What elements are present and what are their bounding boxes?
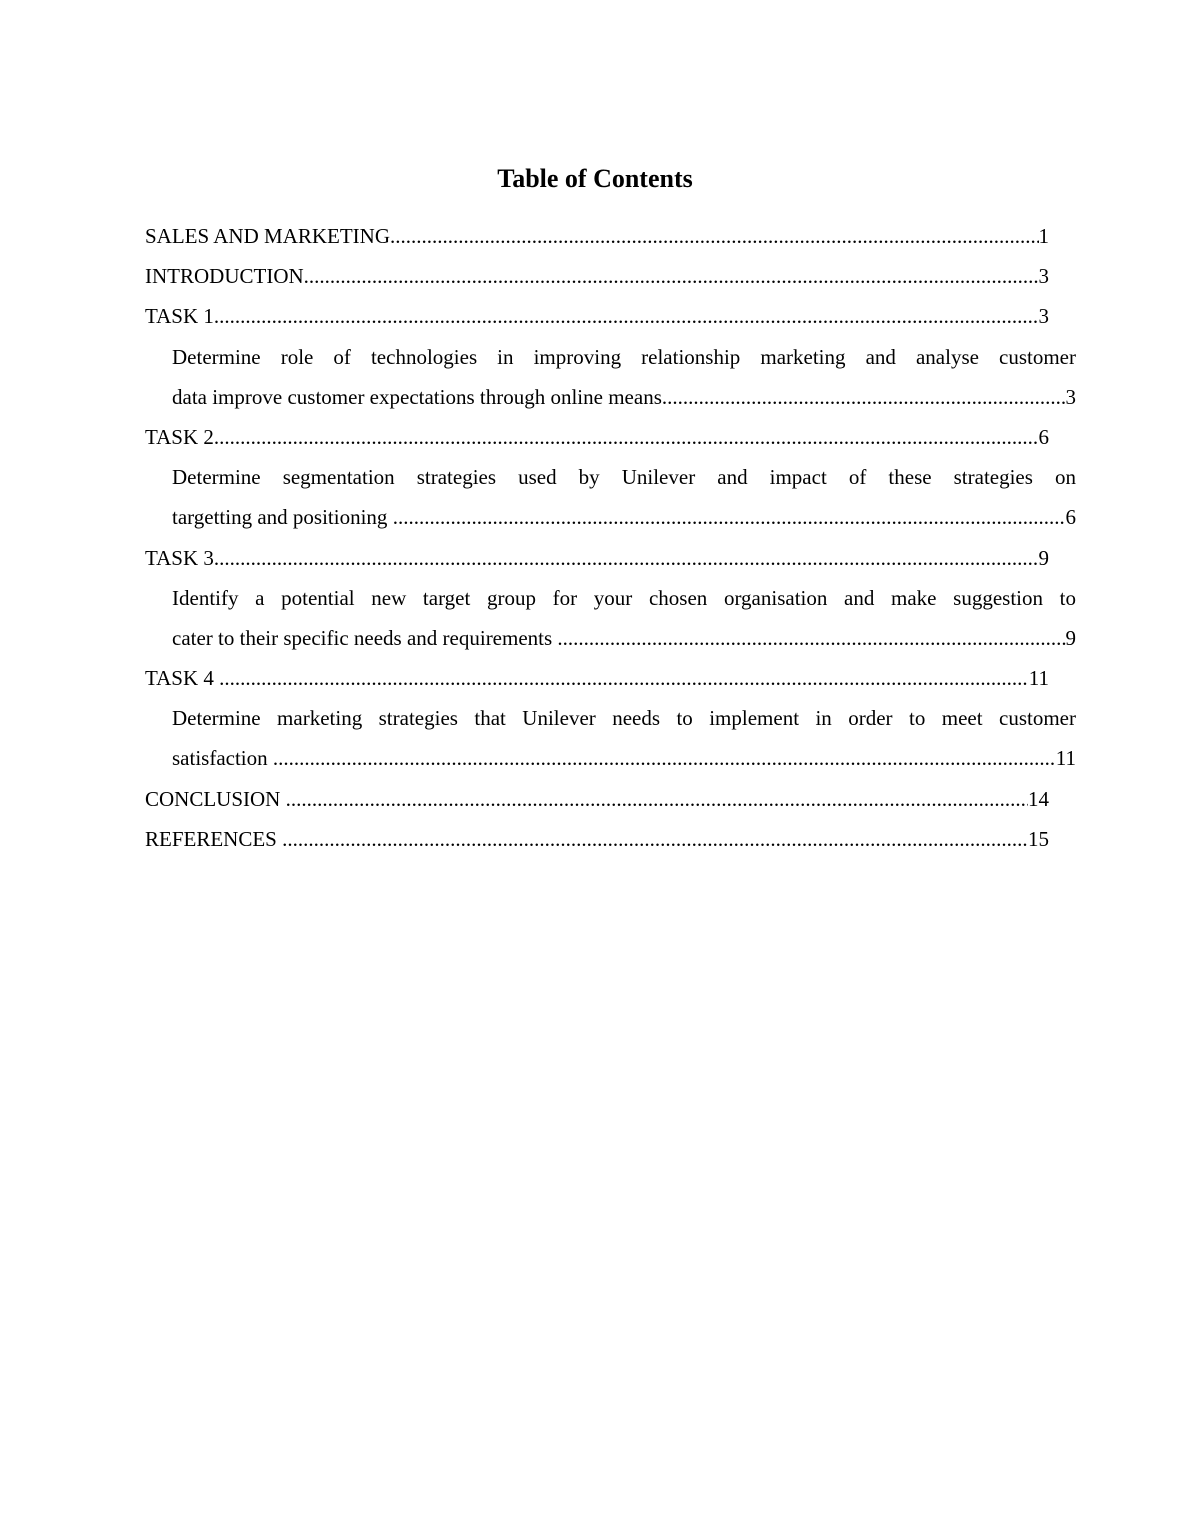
toc-entry-line (145, 658, 1049, 698)
dot-leader (214, 538, 1039, 578)
toc-entry-label: TASK 1 (145, 304, 214, 329)
dot-leader (214, 417, 1039, 457)
toc-entry-task-1[interactable] (145, 296, 1049, 336)
toc-entry-label: cater to their specific needs and requirements (172, 625, 558, 650)
toc-page-number: 14 (1028, 786, 1049, 811)
toc-entry-label: data improve customer expectations through online means (172, 384, 662, 409)
toc-entry-conclusion[interactable] (145, 779, 1049, 819)
dot-leader (282, 819, 1028, 859)
toc-page-number: 11 (1028, 666, 1049, 691)
toc-entry-line (145, 538, 1049, 578)
toc-entry-line (172, 497, 1076, 537)
toc-page-number: 9 (1038, 545, 1049, 570)
toc-entry-label: targetting and positioning (172, 505, 393, 530)
toc-entry-line (145, 417, 1049, 457)
toc-page-number: 11 (1055, 746, 1076, 771)
toc-entry-task-3-subsection[interactable] (145, 578, 1076, 658)
dot-leader (219, 658, 1029, 698)
toc-entry-line (145, 216, 1049, 256)
toc-entry-label: SALES AND MARKETING (145, 224, 391, 248)
toc-entry-sales-and-marketing[interactable] (145, 216, 1049, 256)
toc-entry-line (172, 618, 1076, 658)
toc-entry-references[interactable] (145, 819, 1049, 859)
dot-leader (286, 779, 1028, 819)
toc-page-number: 6 (1065, 505, 1076, 530)
dot-leader (214, 296, 1039, 336)
toc-entry-task-1-subsection[interactable] (145, 337, 1076, 417)
dot-leader (273, 738, 1056, 778)
toc-entry-line (145, 819, 1049, 859)
toc-entry-task-3[interactable] (145, 538, 1049, 578)
toc-page-number: 15 (1028, 826, 1049, 851)
dot-leader (304, 256, 1039, 296)
toc-page-number: 6 (1038, 424, 1049, 449)
toc-entry-task-4-subsection[interactable] (145, 698, 1076, 778)
toc-entry-label: INTRODUCTION (145, 264, 304, 289)
toc-page-number: 3 (1038, 304, 1049, 329)
toc-list (145, 216, 1076, 859)
toc-page-number: 3 (1065, 384, 1076, 409)
toc-entry-line (172, 738, 1076, 778)
toc-page-number: 3 (1038, 264, 1049, 289)
toc-entry-line (172, 377, 1076, 417)
toc-entry-introduction[interactable] (145, 256, 1049, 296)
toc-entry-label: TASK 2 (145, 424, 214, 449)
toc-entry-label: TASK 3 (145, 545, 214, 570)
dot-leader (393, 497, 1066, 537)
toc-entry-wrapped-line: Determine marketing strategies that Unilever needs to implement in order to meet customer (172, 706, 1076, 731)
toc-entry-line (145, 779, 1049, 819)
toc-page-number: 9 (1065, 625, 1076, 650)
toc-entry-task-4[interactable] (145, 658, 1049, 698)
dot-leader (557, 618, 1065, 658)
toc-entry-label: CONCLUSION (145, 786, 286, 811)
toc-entry-wrapped-line: Identify a potential new target group for your chosen organisation and make suggestion to (172, 585, 1076, 610)
toc-entry-wrapped-line: Determine segmentation strategies used by Unilever and impact of these strategies on (172, 465, 1076, 490)
dot-leader (662, 377, 1066, 417)
toc-title: Table of Contents (497, 164, 693, 193)
toc-entry-wrapped-line: Determine role of technologies in improving relationship marketing and analyse customer (172, 344, 1076, 369)
toc-entry-line (145, 256, 1049, 296)
toc-entry-label: satisfaction (172, 746, 273, 771)
toc-entry-task-2[interactable] (145, 417, 1049, 457)
toc-entry-label: REFERENCES (145, 826, 283, 851)
toc-entry-label: TASK 4 (145, 666, 220, 691)
toc-page-number: 1 (1038, 224, 1049, 248)
toc-entry-task-2-subsection[interactable] (145, 457, 1076, 537)
dot-leader (390, 216, 1038, 256)
toc-entry-line (145, 296, 1049, 336)
